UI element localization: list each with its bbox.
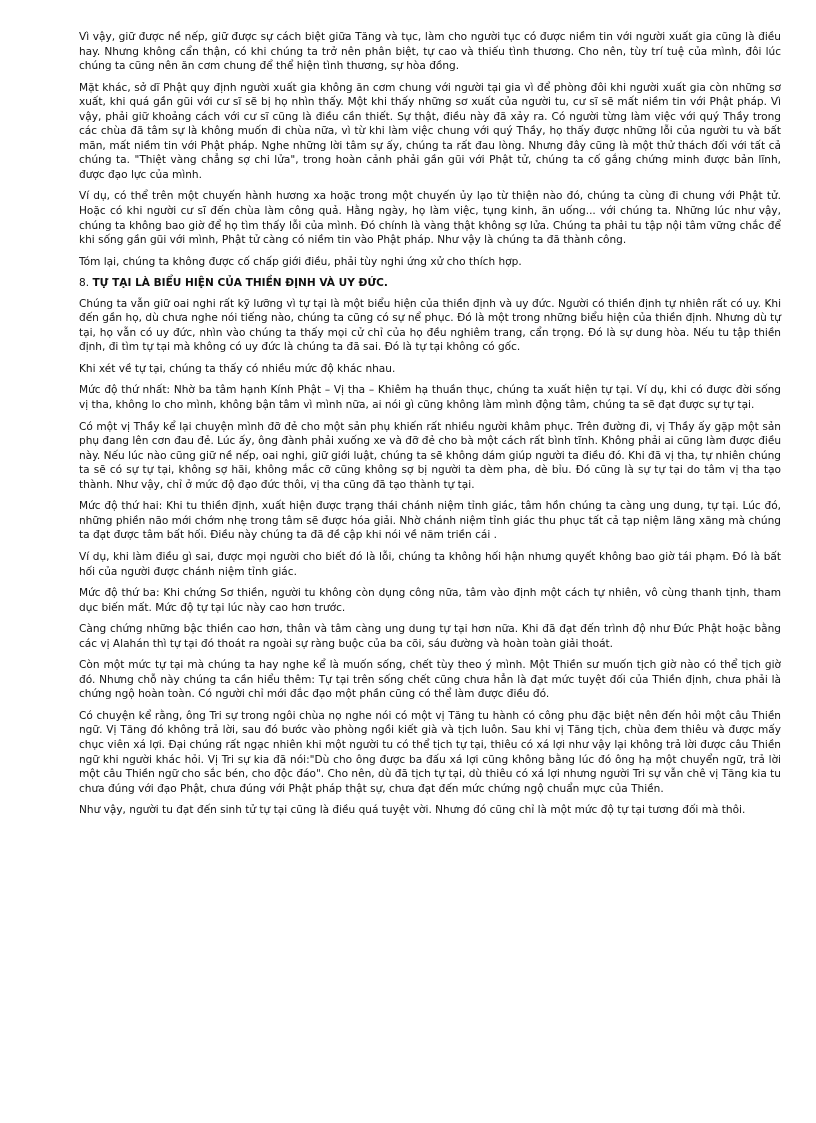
paragraph-11: Mức độ thứ ba: Khi chứng Sơ thiền, người tu không còn dụng công nữa, tâm vào định một cách tự nhiên, vô cùng thanh tịnh, tham dục biến mất. Mức độ tự tại lúc này cao hơn trước. [79,587,781,614]
paragraph-12: Càng chứng những bậc thiền cao hơn, thân và tâm càng ung dung tự tại hơn nữa. Khi đã đạt đến trình độ như Đức Phật hoặc bằng các vị Alahán thì tự tại đó thoát ra ngoài sự ràng buộc của ba cõi, sáu đường và hoàn toàn giải thoát. [79,623,781,650]
paragraph-5: Chúng ta vẫn giữ oai nghi rất kỹ lưỡng vì tự tại là một biểu hiện của thiền định và uy đức. Người có thiền định tự nhiên rất có uy. Khi đến gần họ, dù chưa nghe nói tiếng nào, chúng ta cũng có sự nể phục. Đó là một trong những biểu hiện của thiền định. Nhưng dù tự tại, họ vẫn có uy đức, nhìn vào chúng ta thấy mọi cử chỉ của họ đều nghiêm trang, cẩn trọng. Đó là sự dung hòa. Nếu tu tập thiền định, đi tìm tự tại mà không có uy đức là chúng ta đã sai. Đó là tự tại không có gốc. [79,297,781,354]
paragraph-7: Mức độ thứ nhất: Nhờ ba tâm hạnh Kính Phật – Vị tha – Khiêm hạ thuần thục, chúng ta xuất hiện tự tại. Ví dụ, khi có được đời sống vị tha, không lo cho mình, không bận tâm vì mình nữa, ai nói gì cũng không làm mình động tâm, chúng ta sẽ đạt được sự tự tại. [79,384,781,412]
paragraph-10: Ví dụ, khi làm điều gì sai, được mọi người cho biết đó là lỗi, chúng ta không hối hận nhưng quyết không bao giờ tái phạm. Đó là bất hối của người được chánh niệm tỉnh giác. [79,550,781,578]
paragraph-15: Như vậy, người tu đạt đến sinh tử tự tại cũng là điều quá tuyệt vời. Nhưng đó cũng chỉ là một mức độ tự tại tương đối mà thôi. [79,804,746,817]
section-number: 8. [79,277,90,290]
paragraph-13: Còn một mức tự tại mà chúng ta hay nghe kể là muốn sống, chết tùy theo ý mình. Một Thiền sư muốn tịch giờ nào có thể tịch giờ đó. Nhưng chỗ này chúng ta cần hiểu thêm: Tự tại trên sống chết cũng chưa hẳn là đạt mức tuyệt đối của Thiền định, chưa phải là chứng ngộ hoàn toàn. Có người chỉ mới đắc đạo một phần cũng có thể làm được điều đó. [79,659,781,701]
paragraph-2: Mặt khác, sở dĩ Phật quy định người xuất gia không ăn cơm chung với người tại gia vì để phòng đôi khi người xuất gia còn những sơ xuất, khi quá gần gũi với cư sĩ sẽ bị họ nhìn thấy. Một khi thấy những sơ xuất của người tu, cư sĩ sẽ mất niềm tin với Phật pháp. Vì vậy, phải giữ khoảng cách với cư sĩ cũng là điều cần thiết. Sự thật, điều này đã xảy ra. Có người từng làm việc với quý Thầy trong các chùa đã tâm sự là không muốn đi chùa nữa, vì từ khi làm việc chung với quý Thầy, họ thấy được những lỗi của người tu và bất mãn, mất niềm tin với Phật pháp. Nghe những lời tâm sự ấy, chúng ta rất đau lòng. Nhưng đây cũng là một thử thách đối với tất cả chúng ta. "Thiệt vàng chẳng sợ chi lửa", trong hoàn cảnh phải gần gũi với Phật tử, chúng ta cố gắng chứng minh được bản lĩnh, được đạo lực của mình. [79,81,781,181]
paragraph-6: Khi xét về tự tại, chúng ta thấy có nhiều mức độ khác nhau. [79,362,396,375]
document-page [79,30,781,825]
paragraph-4: Tóm lại, chúng ta không được cố chấp giới điều, phải tùy nghi ứng xử cho thích hợp. [79,255,522,268]
paragraph-9: Mức độ thứ hai: Khi tu thiền định, xuất hiện được trạng thái chánh niệm tỉnh giác, tâm hồn chúng ta càng ung dung, tự tại. Lúc đó, những phiền não mới chớm nhẹ trong tâm sẽ được hóa giải. Nhờ chánh niệm tỉnh giác thu phục tất cả tạp niệm lăng xăng mà chúng ta đạt được tâm bất hối. Điều này chúng ta đã đề cập khi nói về năm triền cái . [79,500,781,542]
section-title: TỰ TẠI LÀ BIỂU HIỆN CỦA THIỀN ĐỊNH VÀ UY ĐỨC. [92,277,388,290]
paragraph-1: Vì vậy, giữ được nề nếp, giữ được sự cách biệt giữa Tăng và tục, làm cho người tục có được niềm tin với người xuất gia cũng là điều hay. Nhưng không cẩn thận, có khi chúng ta trở nên phân biệt, tự cao và thiếu tình thương. Cho nên, tùy trí tuệ của mình, đôi lúc chúng ta cũng nên ăn cơm chung để thể hiện tình thương, sự hòa đồng. [79,31,781,73]
section-heading [79,276,781,291]
paragraph-8: Có một vị Thầy kể lại chuyện mình đỡ đẻ cho một sản phụ khiến rất nhiều người khâm phục. Trên đường đi, vị Thầy ấy gặp một sản phụ đang lên cơn đau đẻ. Lúc ấy, ông đành phải xuống xe và đỡ đẻ cho bà một cách rất bình tĩnh. Không phải ai cũng làm được điều này. Nếu lúc nào cũng giữ nề nếp, oai nghi, giữ giới luật, chúng ta sẽ không dám giúp người ta điều đó. Khi đã vị tha, tự nhiên chúng ta sẽ có sự tự tại, không sợ hãi, không mắc cỡ cũng không sợ bị người ta dèm pha, dè bỉu. Đó cũng là sự tự tại do tâm vị tha tạo thành. Như vậy, chỉ ở mức độ đạo đức thôi, vị tha cũng đã tạo thành tự tại. [79,420,781,491]
paragraph-14: Có chuyện kể rằng, ông Tri sự trong ngôi chùa nọ nghe nói có một vị Tăng tu hành có công phu đặc biệt nên đến hỏi một câu Thiền ngữ. Vị Tăng đó không trả lời, sau đó bước vào phòng ngồi kiết già và tịch luôn. Sau khi vị Tăng tịch, chùa đem thiêu và được mấy chục viên xá lợi. Đại chúng rất ngạc nhiên khi một người tu có thể tịch tự tại, thiêu có xá lợi như vậy lại không trả lời được câu Thiền ngữ khi người khác hỏi. Vị Tri sự kia đã nói:"Dù cho ông được ba đấu xá lợi cũng không bằng lúc đó ông hạ một chuyển ngữ, trả lời một câu Thiền ngữ cho sắc bén, cho độc đáo". Cho nên, dù đã tịch tự tại, dù thiêu có xá lợi nhưng người Tri sự vẫn chê vị Tăng kia tu chưa đúng với đạo Phật, chưa đúng với Phật pháp thật sự, chưa đạt đến mức chứng ngộ chuẩn mực của Thiền. [79,709,781,795]
paragraph-3: Ví dụ, có thể trên một chuyến hành hương xa hoặc trong một chuyến ủy lạo từ thiện nào đó, chúng ta cùng đi chung với Phật tử. Hoặc có khi người cư sĩ đến chùa làm công quả. Hằng ngày, họ làm việc, tụng kinh, ăn uống... với chúng ta. Những lúc như vậy, chúng ta không bao giờ để họ tìm thấy lỗi của mình. Đó chính là vàng thật không sợ lửa. Chúng ta phải tu tập nội tâm vững chắc để khi sống gần gũi với mình, Phật tử càng có niềm tin vào Phật pháp. Như vậy là chúng ta đã thành công. [79,190,781,247]
